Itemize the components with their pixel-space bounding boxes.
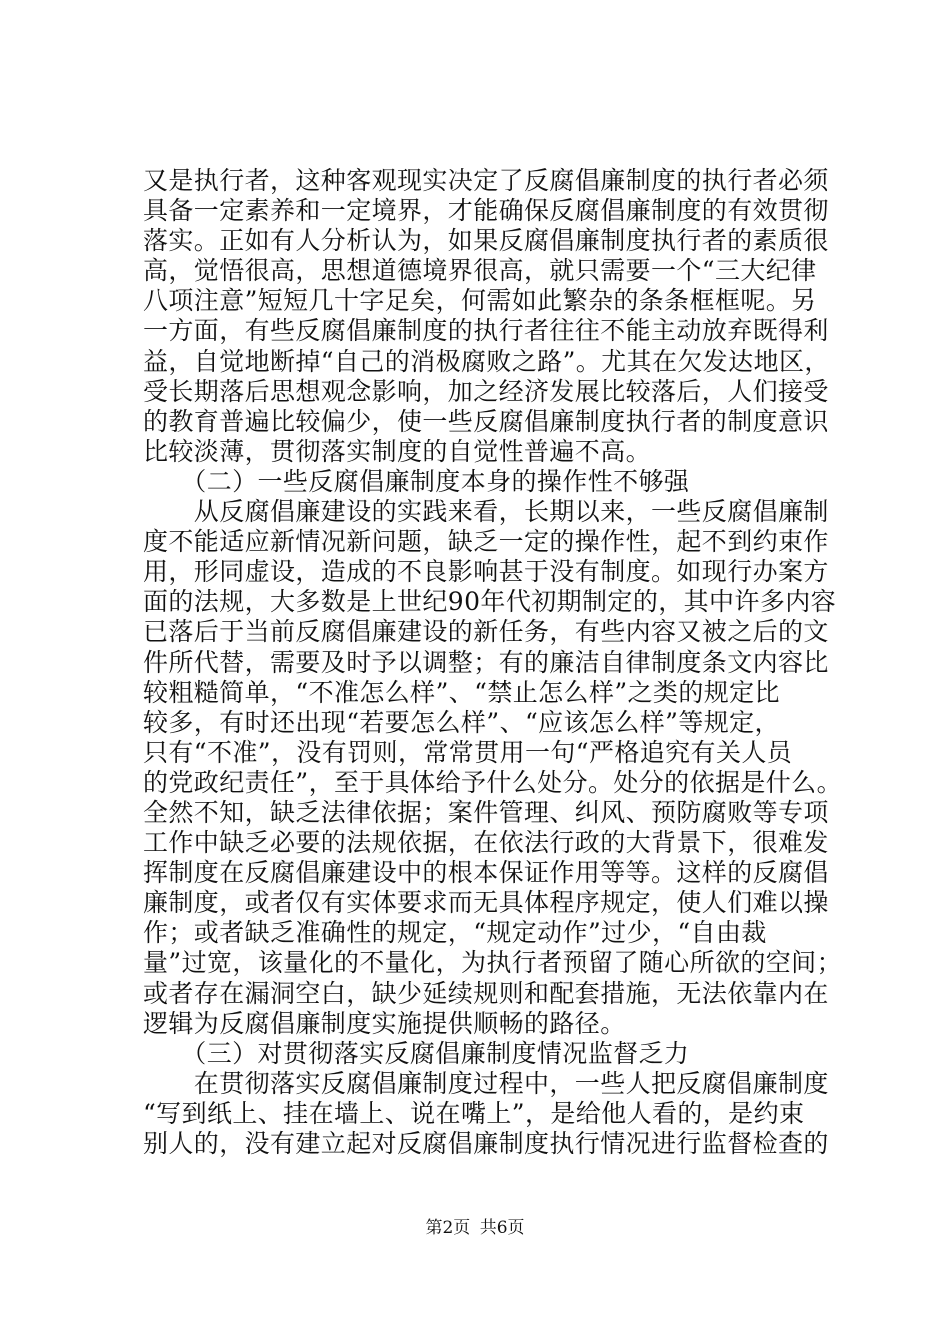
text-line: 在贯彻落实反腐倡廉制度过程中，一些人把反腐倡廉制度 xyxy=(143,1068,829,1098)
text-line: 已落后于当前反腐倡廉建设的新任务，有些内容又被之后的文 xyxy=(143,617,829,647)
text-line: 比较淡薄，贯彻落实制度的自觉性普遍不高。 xyxy=(143,436,652,466)
text-line: 工作中缺乏必要的法规依据，在依法行政的大背景下，很难发 xyxy=(143,828,829,858)
text-line: 作；或者缺乏准确性的规定，“规定动作”过少，“自由裁 xyxy=(143,918,767,948)
text-line: 八项注意”短短几十字足矣，何需如此繁杂的条条框框呢。另 xyxy=(143,286,817,316)
text-line: 用，形同虚设，造成的不良影响甚于没有制度。如现行办案方 xyxy=(143,557,829,587)
text-line: 廉制度，或者仅有实体要求而无具体程序规定，使人们难以操 xyxy=(143,888,829,918)
text-line: 逻辑为反腐倡廉制度实施提供顺畅的路径。 xyxy=(143,1008,626,1038)
page-number: 第2页 xyxy=(425,1218,471,1238)
text-line: 挥制度在反腐倡廉建设中的根本保证作用等等。这样的反腐倡 xyxy=(143,858,829,888)
text-line: “写到纸上、挂在墙上、说在嘴上”，是给他人看的，是约束 xyxy=(143,1098,805,1128)
body-text xyxy=(143,166,843,1159)
text-line: （二）一些反腐倡廉制度本身的操作性不够强 xyxy=(143,466,690,496)
text-line: 面的法规，大多数是上世纪90年代初期制定的，其中许多内容 xyxy=(143,587,837,617)
text-line: 较粗糙简单，“不准怎么样”、“禁止怎么样”之类的规定比 xyxy=(143,677,780,707)
text-line: 量”过宽，该量化的不量化，为执行者预留了随心所欲的空间； xyxy=(143,948,842,978)
text-line: 全然不知，缺乏法律依据；案件管理、纠风、预防腐败等专项 xyxy=(143,797,829,827)
text-line: 受长期落后思想观念影响，加之经济发展比较落后，人们接受 xyxy=(143,376,829,406)
page-total: 共6页 xyxy=(479,1218,525,1238)
text-line: 的党政纪责任”，至于具体给予什么处分。处分的依据是什么。 xyxy=(143,767,842,797)
text-line: 只有“不准”，没有罚则，常常贯用一句“严格追究有关人员 xyxy=(143,737,793,767)
text-line: 益，自觉地断掉“自己的消极腐败之路”。尤其在欠发达地区， xyxy=(143,346,830,376)
text-line: 又是执行者，这种客观现实决定了反腐倡廉制度的执行者必须 xyxy=(143,166,829,195)
text-line: 落实。正如有人分析认为，如果反腐倡廉制度执行者的素质很 xyxy=(143,226,829,256)
text-line: 别人的，没有建立起对反腐倡廉制度执行情况进行监督检查的 xyxy=(143,1129,829,1158)
text-line: 一方面，有些反腐倡廉制度的执行者往往不能主动放弃既得利 xyxy=(143,316,829,346)
text-line: 较多，有时还出现“若要怎么样”、“应该怎么样”等规定， xyxy=(143,707,780,737)
text-line: 或者存在漏洞空白，缺少延续规则和配套措施，无法依靠内在 xyxy=(143,978,829,1008)
text-line: 从反腐倡廉建设的实践来看，长期以来，一些反腐倡廉制 xyxy=(143,497,829,527)
text-line: （三）对贯彻落实反腐倡廉制度情况监督乏力 xyxy=(143,1038,690,1068)
text-line: 具备一定素养和一定境界，才能确保反腐倡廉制度的有效贯彻 xyxy=(143,196,829,226)
text-line: 度不能适应新情况新问题，缺乏一定的操作性，起不到约束作 xyxy=(143,527,829,557)
text-line: 件所代替，需要及时予以调整；有的廉洁自律制度条文内容比 xyxy=(143,647,829,677)
text-line: 高，觉悟很高，思想道德境界很高，就只需要一个“三大纪律 xyxy=(143,256,817,286)
text-line: 的教育普遍比较偏少，使一些反腐倡廉制度执行者的制度意识 xyxy=(143,406,829,436)
page-footer xyxy=(0,1213,950,1238)
